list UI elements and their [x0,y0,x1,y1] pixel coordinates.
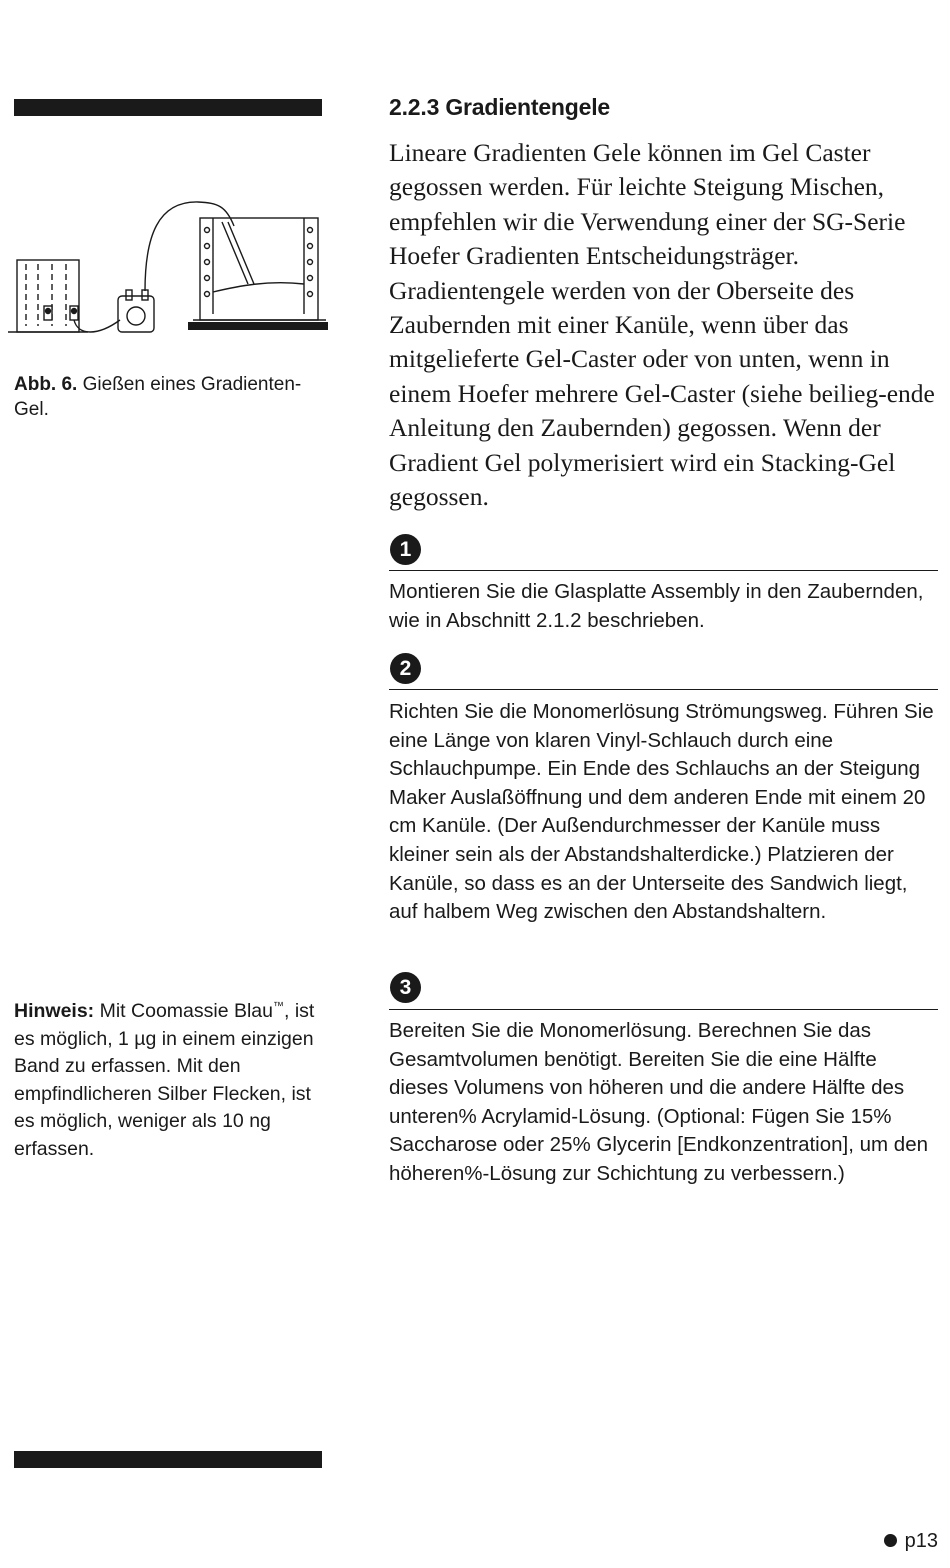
note-label: Hinweis: [14,1000,95,1022]
note-box [14,998,324,1163]
figure-caption [14,372,314,422]
intro-paragraph: Lineare Gradienten Gele können im Gel Caster gegossen werden. Für leichte Steigung Mischen, empfehlen wir die Verwendung einer der SG-Serie Hoefer Gradienten Entscheidungsträger. Gradientengele werden von der Oberseite des Zaubernden mit einer Kanüle, wenn über das mitgelieferte Gel-Caster oder von unten, wenn in einem Hoefer mehrere Gel-Caster (siehe beilieg-ende Anleitung den Zaubernden) gegossen. Wenn der Gradient Gel polymerisiert wird ein Stacking-Gel gegossen. [389,138,935,512]
bullet-dot-icon [884,1534,897,1547]
top-decorative-bar [14,99,322,116]
step-1-text: Montieren Sie die Glasplatte Assembly in den Zaubernden, wie in Abschnitt 2.1.2 beschrieben. [389,580,924,632]
step-3-badge: 3 [390,972,421,1003]
gradient-gel-casting-figure [8,196,338,346]
step-3-text: Bereiten Sie die Monomerlösung. Berechnen Sie das Gesamtvolumen benötigt. Bereiten Sie die eine Hälfte dieses Volumens von höheren und die andere Hälfte des unteren% Acrylamid-Lösung. (Optional: Fügen Sie 15% Saccharose oder 25% Glycerin [Endkonzentration], um den höheren%-Lösung zur Schichtung zu verbessern.) [389,1019,928,1185]
figure-caption-text: Gießen eines Gradienten-Gel. [14,374,302,420]
step-2-text: Richten Sie die Monomerlösung Strömungsweg. Führen Sie eine Länge von klaren Vinyl-Schlauch durch eine Schlauchpumpe. Ein Ende des Schlauchs an der Steigung Maker Auslaßöffnung und dem anderen Ende mit einem 20 cm Kanüle. (Der Außendurchmesser der Kanüle muss kleiner sein als der Abstandshalterdicke.) Platzieren der Kanüle, so dass es an der Unterseite des Sandwich liegt, auf halbem Weg zwischen den Abstandshaltern. [389,700,934,924]
section-heading: 2.2.3 Gradientengele [389,94,610,120]
peristaltic-pump-icon [118,296,154,332]
step-2-divider [389,689,938,690]
step-3-divider [389,1009,938,1010]
page-number-label: p13 [904,1530,938,1552]
step-2-badge: 2 [390,653,421,684]
note-text-start: Mit Coomassie Blau [94,1000,274,1022]
step-1-badge: 1 [390,534,421,565]
figure-caption-label: Abb. 6. [14,374,78,395]
bottom-decorative-bar [14,1451,322,1468]
step-1-divider [389,570,938,571]
page-number [884,1530,938,1553]
note-text-end: , ist es möglich, 1 µg in einem einzigen Band zu erfassen. Mit den empfindlicheren Silber Flecken, ist es möglich, weniger als 10 ng erfassen. [14,1000,315,1160]
gel-caster-icon [200,218,318,320]
trademark-symbol: ™ [273,1000,285,1013]
